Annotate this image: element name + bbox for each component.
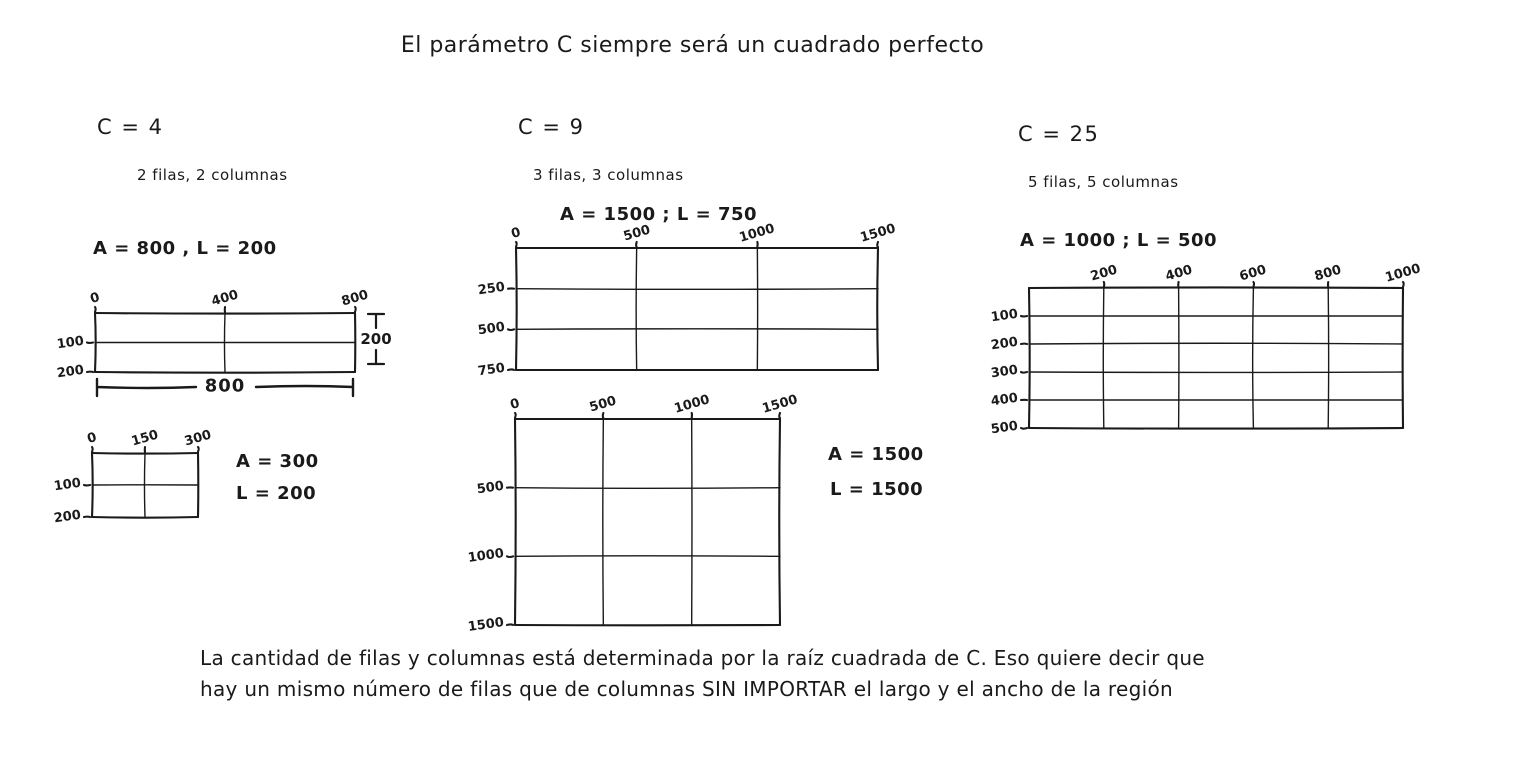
- y-axis-tick-label: 200: [52, 507, 82, 527]
- x-axis-tick-label: 600: [1238, 262, 1269, 285]
- c4-params-label: A = 800 , L = 200: [93, 238, 277, 259]
- x-axis-tick-label: 500: [621, 222, 652, 245]
- y-axis-tick-label: 1000: [466, 546, 505, 567]
- grid-c4-small-area-label: A = 300: [236, 451, 319, 472]
- y-axis-tick-label: 200: [989, 334, 1019, 354]
- x-axis-tick-label: 1500: [858, 221, 898, 246]
- x-axis-tick-label: 300: [182, 427, 214, 450]
- page-title: El parámetro C siempre será un cuadrado perfecto: [400, 33, 985, 58]
- c25-rows-cols-label: 5 filas, 5 columnas: [1028, 173, 1179, 191]
- dim-top-tick-icon: [362, 311, 390, 329]
- x-axis-tick-label: 1000: [1383, 261, 1423, 286]
- dim-bottom-tick-icon: [362, 349, 390, 367]
- x-axis-tick-label: 400: [1163, 262, 1194, 285]
- grid-c4-small: [52, 427, 214, 527]
- footer-note-line1: La cantidad de filas y columnas está determinada por la raíz cuadrada de C. Eso quiere decir que: [200, 646, 1205, 670]
- y-axis-tick-label: 250: [476, 279, 506, 298]
- c25-heading: C = 25: [1018, 122, 1100, 146]
- height-dimension-value: 200: [360, 330, 392, 348]
- x-axis-tick-label: 1000: [737, 221, 777, 246]
- footer-note-line2: hay un mismo número de filas que de columnas SIN IMPORTAR el largo y el ancho de la región: [200, 677, 1173, 701]
- y-axis-tick-label: 1500: [466, 615, 505, 635]
- grid-c9-square: [466, 392, 800, 635]
- width-dimension-value: 800: [204, 375, 246, 397]
- x-axis-tick-label: 400: [209, 287, 241, 310]
- y-axis-tick-label: 200: [55, 362, 85, 382]
- c9-heading: C = 9: [518, 115, 585, 139]
- x-axis-tick-label: 800: [339, 287, 371, 310]
- grid-c9-square-area-label: A = 1500: [828, 444, 924, 465]
- grid-lines: [92, 453, 198, 517]
- x-axis-tick-label: 0: [508, 396, 522, 413]
- x-axis-tick-label: 1000: [672, 392, 712, 417]
- x-axis-tick-label: 0: [88, 290, 102, 307]
- grid-c4-small-length-label: L = 200: [236, 483, 317, 504]
- footer-note: [200, 643, 1270, 705]
- x-axis-tick-label: 0: [85, 430, 99, 447]
- c25-params-label: A = 1000 ; L = 500: [1020, 230, 1218, 251]
- grid-lines: [95, 313, 355, 372]
- x-axis-tick-label: 150: [129, 427, 161, 450]
- y-axis-tick-label: 500: [475, 478, 505, 497]
- y-axis-tick-label: 750: [476, 360, 506, 380]
- c4-heading: C = 4: [97, 115, 164, 139]
- y-axis-tick-label: 300: [989, 362, 1019, 382]
- grid-c9-square-length-label: L = 1500: [830, 479, 924, 500]
- x-axis-tick-label: 800: [1313, 262, 1344, 285]
- height-dimension-marker: [356, 311, 396, 367]
- x-axis-tick-label: 200: [1088, 262, 1119, 285]
- c9-rows-cols-label: 3 filas, 3 columnas: [533, 166, 684, 184]
- c4-rows-cols-label: 2 filas, 2 columnas: [137, 166, 288, 184]
- grid-c4-wide: [55, 287, 371, 382]
- width-dimension-marker: [94, 377, 356, 399]
- y-axis-tick-label: 100: [52, 475, 82, 495]
- y-axis-tick-label: 100: [55, 333, 85, 352]
- y-axis-tick-label: 100: [989, 306, 1019, 326]
- grid-lines: [1029, 288, 1403, 428]
- grid-c9-wide: [476, 221, 898, 380]
- x-axis-tick-label: 0: [509, 225, 523, 242]
- c9-params-label: A = 1500 ; L = 750: [560, 204, 758, 225]
- y-axis-tick-label: 500: [476, 320, 506, 339]
- y-axis-tick-label: 500: [989, 418, 1019, 438]
- grid-lines: [515, 419, 780, 625]
- grid-lines: [516, 248, 878, 370]
- x-axis-tick-label: 500: [588, 393, 619, 416]
- y-axis-tick-label: 400: [989, 390, 1019, 410]
- grid-c25: [989, 261, 1423, 438]
- x-axis-tick-label: 1500: [760, 392, 800, 417]
